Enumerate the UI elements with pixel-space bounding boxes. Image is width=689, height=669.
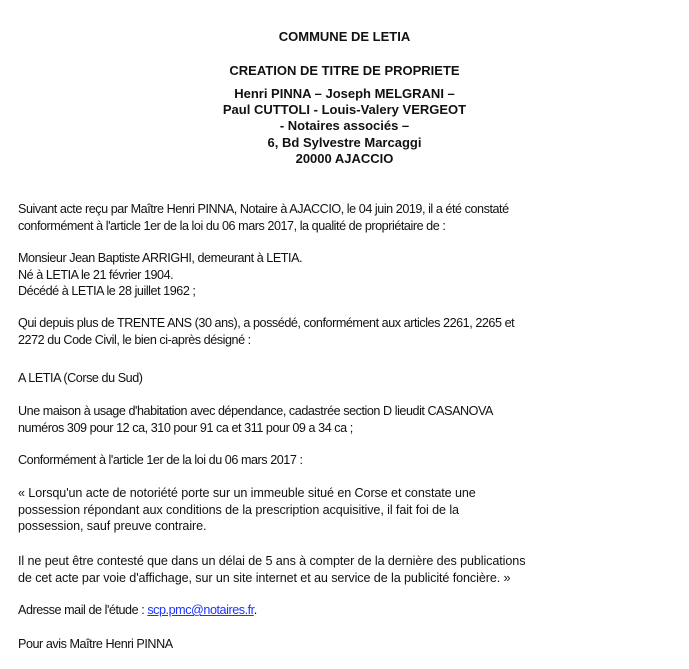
email-paragraph (18, 602, 658, 619)
intro-paragraph (18, 201, 658, 234)
email-link[interactable]: scp.pmc@notaires.fr (147, 603, 254, 617)
notary-office-block (0, 86, 689, 167)
signature-line: Pour avis Maître Henri PINNA (18, 637, 173, 651)
address-line-1: 6, Bd Sylvestre Marcaggi (267, 134, 422, 150)
possession-line: Qui depuis plus de TRENTE ANS (30 ans), a possédé, conformément aux articles 2261, 2265 et (18, 316, 515, 330)
location-paragraph (18, 370, 658, 387)
document-title: CREATION DE TITRE DE PROPRIETE (229, 63, 460, 78)
quote-line: possession, sauf preuve contraire. (18, 519, 207, 533)
owner-line: Monsieur Jean Baptiste ARRIGHI, demeurant à LETIA. (18, 251, 303, 265)
intro-line: Suivant acte reçu par Maître Henri PINNA, Notaire à AJACCIO, le 04 juin 2019, il a été constaté (18, 202, 509, 216)
email-label: Adresse mail de l'étude : (18, 603, 148, 617)
address-line-2: 20000 AJACCIO (295, 150, 394, 166)
quote-line: de cet acte par voie d'affichage, sur un site internet et au service de la publicité foncière. » (18, 570, 511, 585)
email-suffix: . (253, 603, 257, 617)
notaries-line-2: Paul CUTTOLI - Louis-Valery VERGEOT (222, 102, 467, 118)
property-line: numéros 309 pour 12 ca, 310 pour 91 ca et 311 pour 09 a 34 ca ; (18, 420, 353, 435)
owner-line: Décédé à LETIA le 28 juillet 1962 ; (18, 284, 196, 298)
possession-line: 2272 du Code Civil, le bien ci-après désigné : (18, 332, 251, 347)
notaries-line-3: - Notaires associés – (279, 118, 410, 134)
owner-line: Né à LETIA le 21 février 1904. (18, 267, 174, 282)
quote-line: possession répondant aux conditions de la prescription acquisitive, il fait foi de la (18, 502, 459, 517)
signature-paragraph (18, 636, 658, 653)
intro-line: conformément à l'article 1er de la loi du 06 mars 2017, la qualité de propriétaire de : (18, 218, 446, 233)
law-reference-line: Conformément à l'article 1er de la loi du 06 mars 2017 : (18, 453, 303, 467)
quote-paragraph-2 (18, 553, 658, 586)
quote-line: Il ne peut être contesté que dans un délai de 5 ans à compter de la dernière des publications (18, 554, 526, 568)
property-paragraph (18, 403, 658, 436)
quote-line: « Lorsqu'un acte de notoriété porte sur un immeuble situé en Corse et constate une (18, 486, 476, 500)
property-line: Une maison à usage d'habitation avec dépendance, cadastrée section D lieudit CASANOVA (18, 404, 493, 418)
possession-paragraph (18, 315, 658, 348)
commune-heading: COMMUNE DE LETIA (278, 29, 411, 44)
law-reference-paragraph (18, 452, 658, 469)
owner-paragraph (18, 250, 658, 300)
location-line: A LETIA (Corse du Sud) (18, 371, 143, 385)
notaries-line-1: Henri PINNA – Joseph MELGRANI – (234, 86, 455, 101)
quote-paragraph-1 (18, 485, 658, 535)
